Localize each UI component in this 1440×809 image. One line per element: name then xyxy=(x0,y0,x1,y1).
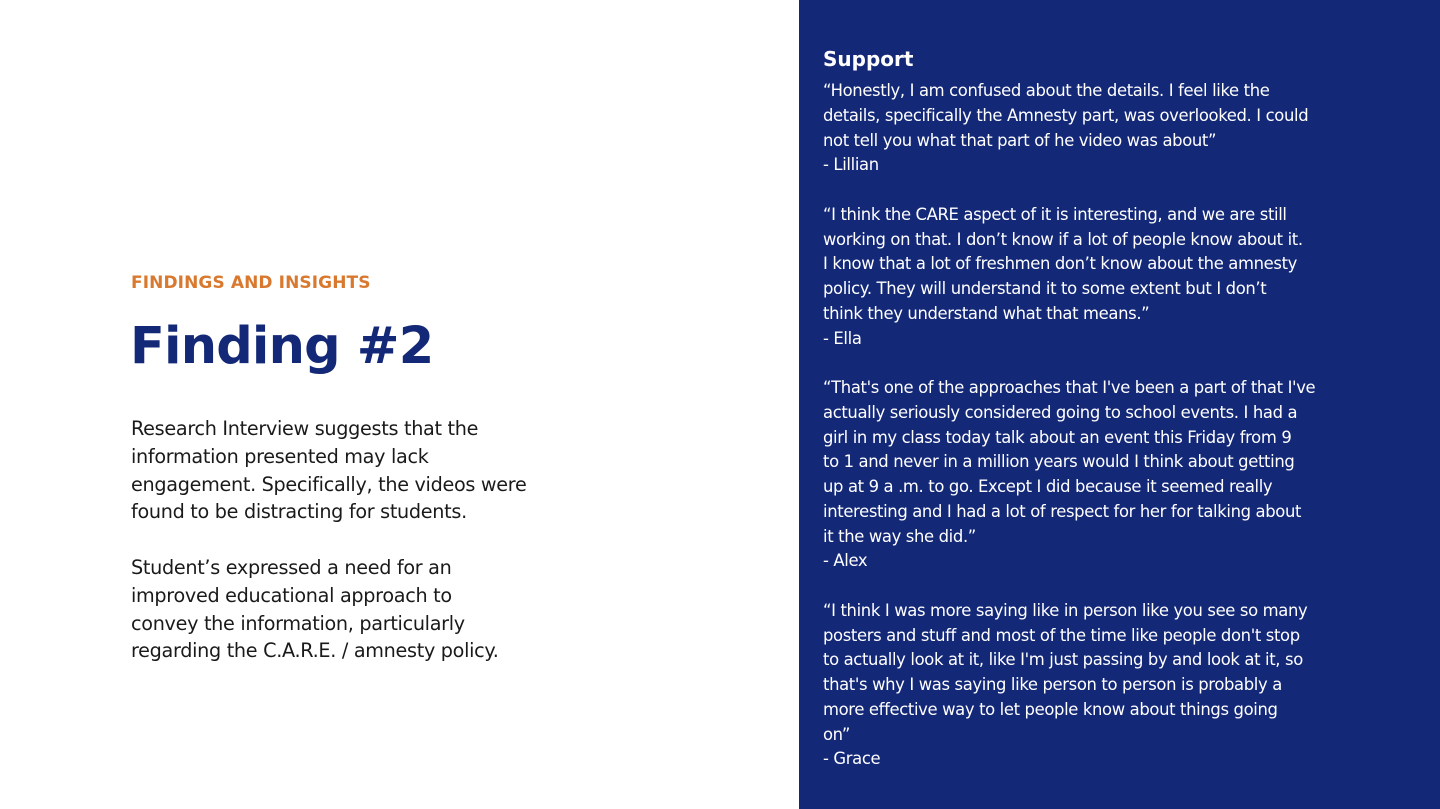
quote-line: think they understand what that means.” xyxy=(823,303,1150,323)
support-heading: Support xyxy=(823,47,914,71)
paragraph-line: improved educational approach to xyxy=(131,583,452,607)
support-panel xyxy=(799,0,1440,809)
quote-line: I know that a lot of freshmen don’t know about the amnesty xyxy=(823,254,1298,274)
quote-line: it the way she did.” xyxy=(823,526,976,546)
quote-ella xyxy=(823,203,1403,352)
paragraph-line: convey the information, particularly xyxy=(131,611,465,635)
student-needs-paragraph xyxy=(131,554,571,665)
quote-attribution: - Lillian xyxy=(823,155,879,175)
quote-grace xyxy=(823,599,1403,772)
finding-title: Finding #2 xyxy=(130,317,434,376)
quote-attribution: - Ella xyxy=(823,328,862,348)
finding-summary-paragraph xyxy=(131,415,571,526)
quote-line: “I think the CARE aspect of it is interesting, and we are still xyxy=(823,204,1287,224)
section-eyebrow: FINDINGS AND INSIGHTS xyxy=(131,273,371,293)
quote-line: “Honestly, I am confused about the details. I feel like the xyxy=(823,81,1270,100)
quote-line: actually seriously considered going to school events. I had a xyxy=(823,402,1298,422)
paragraph-line: regarding the C.A.R.E. / amnesty policy. xyxy=(131,639,499,663)
paragraph-line: information presented may lack xyxy=(131,444,429,468)
quote-attribution: - Alex xyxy=(823,551,868,571)
quote-list xyxy=(823,79,1403,797)
quote-line: that's why I was saying like person to person is probably a xyxy=(823,675,1282,694)
quote-line: to actually look at it, like I'm just passing by and look at it, so xyxy=(823,650,1303,670)
quote-line: interesting and I had a lot of respect for her for talking about xyxy=(823,501,1302,521)
quote-attribution: - Grace xyxy=(823,749,881,769)
paragraph-line: Research Interview suggests that the xyxy=(131,417,479,440)
quote-line: more effective way to let people know about things going xyxy=(823,699,1278,719)
paragraph-line: found to be distracting for students. xyxy=(131,500,467,524)
quote-line: not tell you what that part of he video was about” xyxy=(823,130,1217,150)
quote-line: on” xyxy=(823,724,850,744)
quote-line: “That's one of the approaches that I've been a part of that I've xyxy=(823,378,1316,397)
paragraph-line: Student’s expressed a need for an xyxy=(131,556,452,579)
quote-line: up at 9 a .m. to go. Except I did because it seemed really xyxy=(823,477,1273,496)
quote-line: working on that. I don’t know if a lot of people know about it. xyxy=(823,229,1303,249)
quote-line: to 1 and never in a million years would I think about getting xyxy=(823,452,1295,472)
quote-line: “I think I was more saying like in person like you see so many xyxy=(823,600,1308,620)
quote-line: posters and stuff and most of the time like people don't stop xyxy=(823,625,1300,645)
quote-line: girl in my class today talk about an event this Friday from 9 xyxy=(823,427,1292,447)
quote-line: details, specifically the Amnesty part, was overlooked. I could xyxy=(823,105,1309,125)
quote-lillian xyxy=(823,79,1403,178)
paragraph-line: engagement. Specifically, the videos were xyxy=(131,472,527,496)
quote-alex xyxy=(823,376,1403,574)
quote-line: policy. They will understand it to some extent but I don’t xyxy=(823,279,1267,298)
